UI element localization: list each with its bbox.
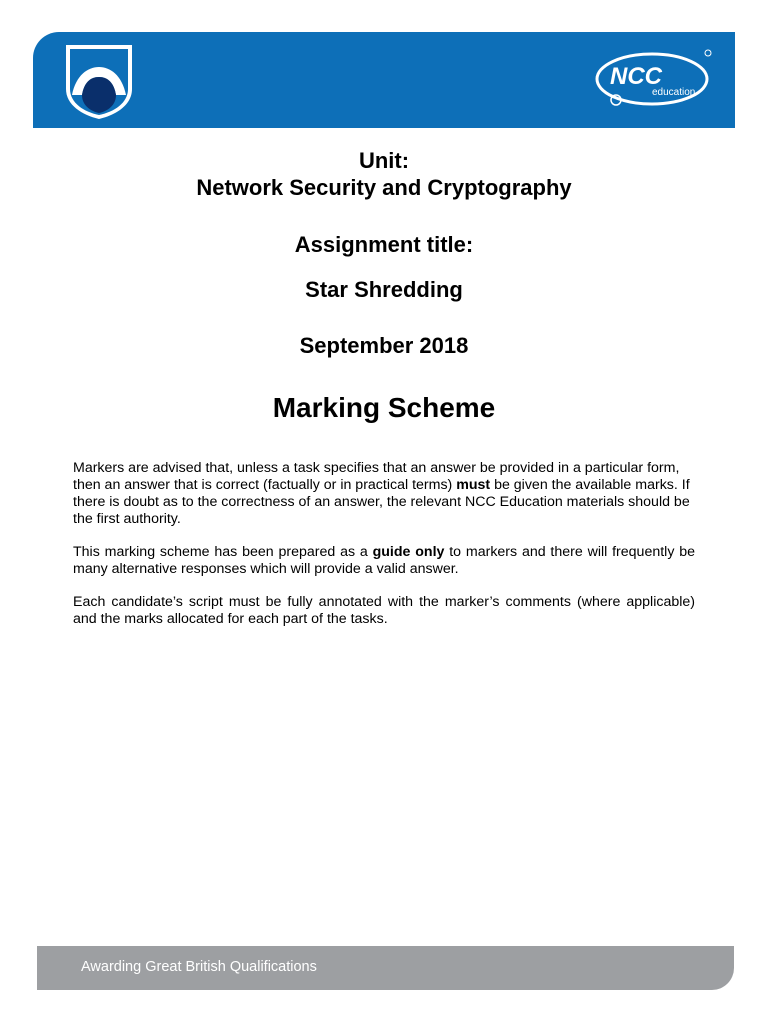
unit-name: Network Security and Cryptography bbox=[196, 175, 572, 200]
p1-text-end: be given the available marks. If there is doubt as to the correctness of an answer, the relevant NCC Education materials should be the first authority. bbox=[73, 477, 690, 527]
p1-text-start: Markers are advised that, unless a task specifies that an answer be provided in a particular form, then an answer that is correct (factually or in practical terms) bbox=[73, 460, 680, 493]
document-title: Marking Scheme bbox=[272, 392, 496, 423]
instructions-paragraph-3: Each candidate’s script must be fully annotated with the marker’s comments (where applicable) and the marks allocated for each part of the tasks. bbox=[73, 594, 695, 627]
p2-text-start: This marking scheme has been prepared as a bbox=[73, 544, 373, 560]
p2-text-end: to markers and there will frequently be many alternative responses which will provide a valid answer. bbox=[73, 544, 696, 577]
ncc-education-logo-icon bbox=[594, 48, 714, 110]
shield-logo-icon bbox=[66, 45, 132, 119]
brand-name: NCC bbox=[610, 63, 662, 90]
instructions-paragraph-2 bbox=[73, 544, 695, 578]
assignment-name: Star Shredding bbox=[305, 277, 463, 302]
brand-sub: education bbox=[652, 87, 696, 98]
unit-label: Unit: bbox=[358, 148, 410, 173]
assessment-date: September 2018 bbox=[299, 333, 469, 358]
assignment-label: Assignment title: bbox=[294, 232, 474, 257]
p1-emphasis: must bbox=[456, 477, 491, 493]
footer-tagline: Awarding Great British Qualifications bbox=[81, 959, 317, 975]
p2-emphasis: guide only bbox=[372, 544, 445, 560]
instructions-paragraph-1 bbox=[73, 460, 695, 528]
